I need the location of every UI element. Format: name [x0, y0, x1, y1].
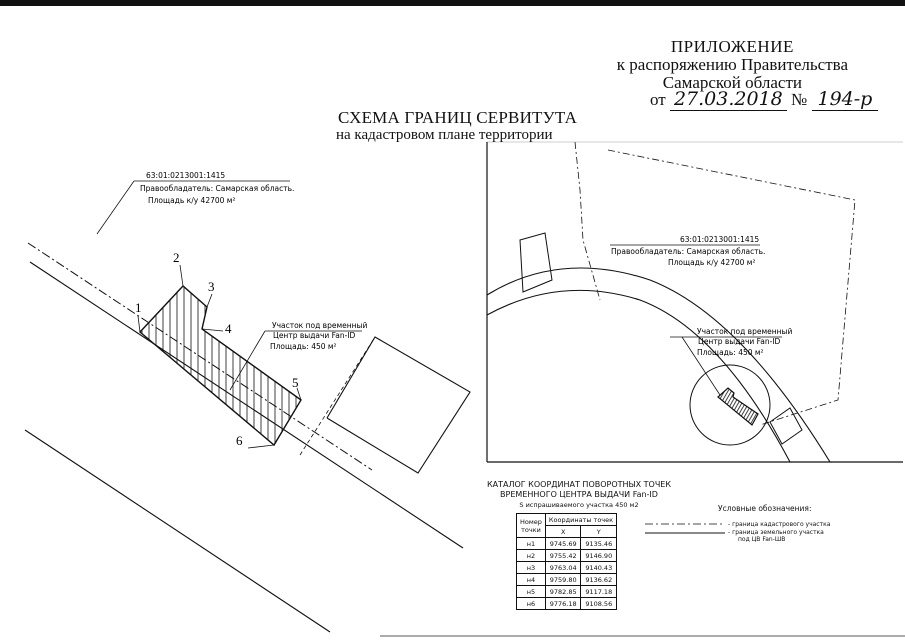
appendix-line-2: Самарской области: [662, 73, 802, 92]
date-prefix: от: [650, 90, 666, 109]
legend-item-cadastral: - граница кадастрового участка: [728, 521, 831, 528]
point-label: 1: [135, 300, 142, 315]
left-easement-area: [140, 286, 301, 445]
catalog-title-1: КАТАЛОГ КООРДИНАТ ПОВОРОТНЫХ ТОЧЕК: [486, 480, 672, 489]
col-header-coords: Координаты точек: [545, 514, 616, 526]
right-site-line-2: Центр выдачи Fan-ID: [698, 337, 781, 346]
catalog-title-2: ВРЕМЕННОГО ЦЕНТРА ВЫДАЧИ Fan-ID: [500, 490, 658, 499]
left-neighbor-parcel: [327, 337, 470, 473]
table-row: н3 9763.04 9140.43: [517, 562, 617, 574]
left-road-line-2: [25, 430, 330, 632]
coords-table: [516, 513, 617, 610]
col-header-x: X: [545, 526, 581, 538]
left-plan: [25, 171, 470, 632]
table-row: н1 9745.69 9135.46: [517, 538, 617, 550]
right-cadastral-boundary: [608, 150, 855, 425]
right-building: [520, 233, 552, 292]
point-label: 6: [236, 433, 243, 448]
right-parcel-id: 63:01:0213001:1415: [680, 235, 760, 244]
left-site-line-2: Центр выдачи Fan-ID: [273, 331, 356, 340]
col-header-y: Y: [581, 526, 617, 538]
left-parcel-area: Площадь к/у 42700 м²: [148, 196, 236, 205]
right-site-line-1: Участок под временный: [697, 327, 793, 336]
catalog-title-3: S испрашиваемого участка 450 м2: [519, 501, 639, 509]
col-header-number: Номер точки: [517, 514, 546, 538]
right-road-outer: [487, 268, 830, 462]
right-site-area: Площадь: 450 м²: [697, 348, 764, 357]
table-row: н6 9776.18 9108.56: [517, 598, 617, 610]
point-label: 3: [208, 279, 215, 294]
table-row: н4 9759.80 9136.62: [517, 574, 617, 586]
point-label: 5: [292, 375, 299, 390]
right-easement-area: [718, 388, 758, 425]
left-parcel-owner: Правообладатель: Самарская область.: [140, 184, 295, 193]
table-row: н5 9782.85 9117.18: [517, 586, 617, 598]
appendix-line-1: к распоряжению Правительства: [616, 55, 848, 74]
right-parcel-area: Площадь к/у 42700 м²: [668, 258, 756, 267]
schema-title: СХЕМА ГРАНИЦ СЕРВИТУТА: [338, 108, 578, 127]
table-row: н2 9755.42 9146.90: [517, 550, 617, 562]
coords-catalog-title: [484, 480, 674, 510]
number-value: 194-р: [812, 88, 879, 111]
legend-item-site: - граница земельного участка под ЦВ Fan-ШВ: [728, 529, 824, 543]
date-value: 27.03.2018: [670, 88, 787, 111]
left-site-area: Площадь: 450 м²: [270, 342, 337, 351]
left-site-line-1: Участок под временный: [272, 321, 368, 330]
left-neighbor-dashed: [300, 337, 375, 455]
left-parcel-id: 63:01:0213001:1415: [146, 171, 226, 180]
legend-title: Условные обозначения:: [718, 504, 812, 513]
number-prefix: №: [791, 90, 808, 109]
right-plan: [487, 142, 903, 462]
schema-subtitle: на кадастровом плане территории: [336, 127, 553, 143]
appendix-title: ПРИЛОЖЕНИЕ: [670, 37, 794, 56]
point-label: 4: [225, 321, 232, 336]
right-road-inner: [487, 290, 793, 462]
point-label: 2: [173, 250, 180, 265]
right-parcel-owner: Правообладатель: Самарская область.: [611, 247, 766, 256]
left-parcel-leader: [97, 181, 134, 234]
